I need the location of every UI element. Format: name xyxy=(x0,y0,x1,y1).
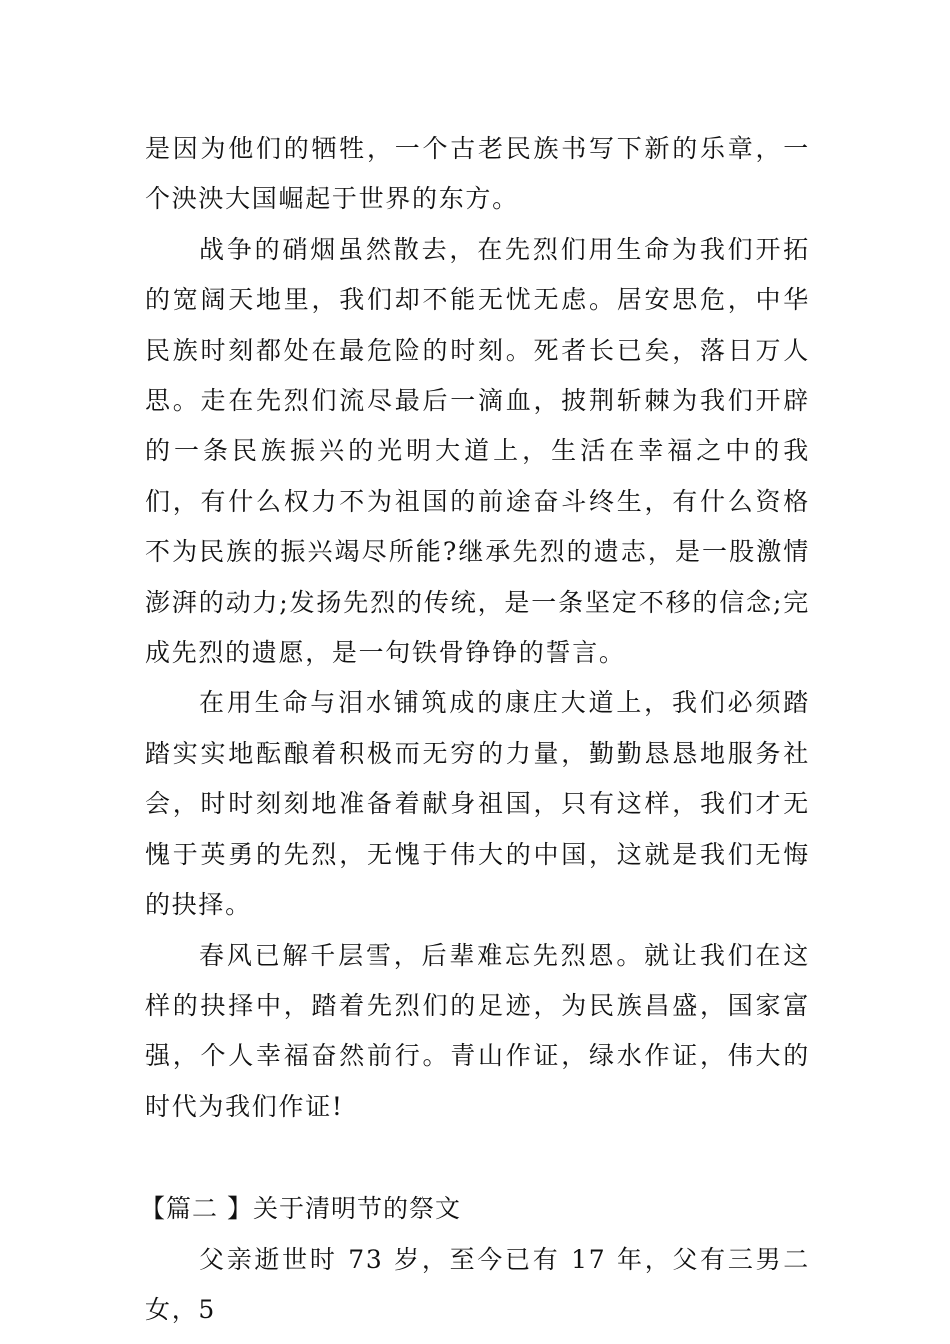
paragraph-war-smoke: 战争的硝烟虽然散去，在先烈们用生命为我们开拓的宽阔天地里，我们却不能无忧无虑。居安思危，中华民族时刻都处在最危险的时刻。死者长已矣，落日万人思。走在先烈们流尽最后一滴血，披荆斩棘为我们开辟的一条民族振兴的光明大道上，生活在幸福之中的我们，有什么权力不为祖国的前途奋斗终生，有什么资格不为民族的振兴竭尽所能?继承先烈的遗志，是一股激情澎湃的动力;发扬先烈的传统，是一条坚定不移的信念;完成先烈的遗愿，是一句铁骨铮铮的誓言。 xyxy=(145,234,810,668)
section-spacer xyxy=(145,1132,810,1184)
paragraph-spring-wind: 春风已解千层雪，后辈难忘先烈恩。就让我们在这样的抉择中，踏着先烈们的足迹，为民族昌盛，国家富强，个人幸福奋然前行。青山作证，绿水作证，伟大的时代为我们作证! xyxy=(145,940,810,1121)
document-body xyxy=(140,124,810,1335)
paragraph-continuation: 是因为他们的牺牲，一个古老民族书写下新的乐章，一个泱泱大国崛起于世界的东方。 xyxy=(145,134,810,214)
paragraph-broad-road: 在用生命与泪水铺筑成的康庄大道上，我们必须踏踏实实地酝酿着积极而无穷的力量，勤勤恳恳地服务社会，时时刻刻地准备着献身祖国，只有这样，我们才无愧于英勇的先烈，无愧于伟大的中国，这就是我们无悔的抉择。 xyxy=(145,688,810,920)
paragraph-father: 父亲逝世时 73 岁，至今已有 17 年，父有三男二女，5 xyxy=(145,1244,810,1324)
section-heading: 【篇二 】关于清明节的祭文 xyxy=(140,1194,461,1224)
